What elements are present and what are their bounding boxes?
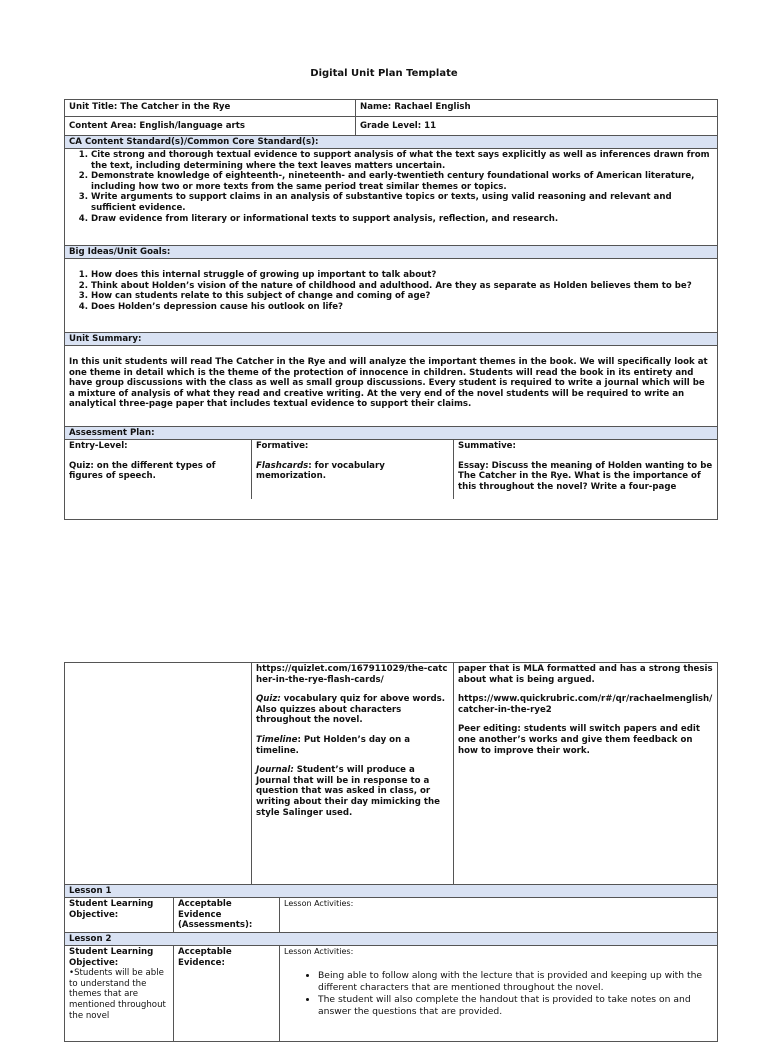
lesson2-activity-list [284,970,713,1018]
content-area: Content Area: English/language arts [69,121,245,131]
big-ideas-header: Big Ideas/Unit Goals: [65,246,717,259]
standard-item: 2. Demonstrate knowledge of eighteenth-, nineteenth- and early-twentieth century foundational works of American literature, including how two or more texts from the same period treat similar themes or topics. [91,171,717,192]
entry-level-continued [65,663,251,884]
goal-item: 3. How can students relate to this subject of change and coming of age? [91,291,717,302]
quiz-desc: vocabulary quiz for above words. Also quizzes about characters throughout the novel. [256,694,446,726]
assessment-header: Assessment Plan: [65,427,717,440]
summative-cell [453,440,717,499]
document-title: Digital Unit Plan Template [310,68,458,79]
timeline-desc: : Put Holden’s day on a timeline. [256,734,410,756]
lesson2-objective-item: •Students will be able to understand the themes that are mentioned throughout the novel [69,968,166,1021]
lesson1-evidence: Acceptable Evidence (Assessments): [173,898,279,932]
teacher-name: Name: Rachael English [355,100,717,116]
lesson2-header: Lesson 2 [65,933,717,946]
summative-continued-text: paper that is MLA formatted and has a strong thesis about what is being argued. [458,664,713,685]
summative-continued [453,663,717,884]
summative-label: Summative: [458,441,516,451]
grade-level: Grade Level: 11 [355,117,717,135]
standard-item: 4. Draw evidence from literary or informational texts to support analysis, reflection, and research. [91,214,717,225]
lesson2-evidence: Acceptable Evidence: [173,946,279,1041]
unit-plan-table-page2 [64,662,718,1042]
big-ideas-body [65,259,717,333]
standard-item: 1. Cite strong and thorough textual evidence to support analysis of what the text says explicitly as well as inferences drawn from the text, including determining where the text leaves matters uncertain. [91,150,717,171]
goal-item: 1. How does this internal struggle of growing up important to talk about? [91,270,717,281]
lesson2-objective-cell [65,946,173,1041]
formative-label: Formative: [256,441,309,451]
lesson1-body [65,898,717,933]
lesson1-header: Lesson 1 [65,885,717,898]
lesson2-body [65,946,717,1041]
standards-body [65,149,717,246]
assessment-continued [65,663,717,885]
lesson2-activities: Lesson Activities: [284,947,354,956]
formative-continued [251,663,453,884]
quiz-item [256,694,449,726]
summary-header: Unit Summary: [65,333,717,346]
entry-level-cell [65,440,251,499]
entry-level-text: Quiz: on the different types of figures of speech. [69,460,216,482]
journal-desc: Student’s will produce a Journal that will be in response to a question that was asked in class, or writing about their day mimicking the style Salinger used. [256,765,440,818]
lesson1-objective: Student Learning Objective: [69,899,154,920]
standard-item: 3. Write arguments to support claims in an analysis of substantive topics or texts, using valid reasoning and relevant and sufficient evidence. [91,192,717,213]
unit-plan-table-page1 [64,99,718,520]
goal-item: 2. Think about Holden’s vision of the nature of childhood and adulthood. Are they as separate as Holden believes them to be? [91,281,717,292]
content-area-row [65,117,717,136]
activity-item: • The student will also complete the handout that is provided to take notes on and answer the questions that are provided. [318,994,713,1018]
flashcards-desc: : for vocabulary memorization. [256,460,385,482]
standards-list [65,150,717,224]
journal-item [256,765,449,818]
lesson1-activities: Lesson Activities: [279,898,717,932]
lesson2-activities-cell [279,946,717,1041]
unit-title-row [65,100,717,117]
flashcards-label: Flashcards [256,460,309,471]
quizlet-link[interactable]: https://quizlet.com/167911029/the-catcher-in-the-rye-flash-cards/ [256,664,448,685]
journal-label: Journal: [256,765,294,776]
timeline-label: Timeline [256,734,298,745]
rubric-link[interactable]: https://www.quickrubric.com/r#/qr/rachaelmenglish/catcher-in-the-rye2 [458,694,713,715]
summary-body [65,346,717,427]
unit-title: Unit Title: The Catcher in the Rye [69,102,231,112]
summary-text: In this unit students will read The Catcher in the Rye and will analyze the important themes in the book. We will specifically look at one theme in detail which is the theme of the protection of innocence in children. Students will read the book in its entirety and have group discussions with the class as well as small group discussions. Every student is required to write a journal which will be a mixture of analysis of what they read and creative writing. At the very end of the novel students will be required to write an analytical three-page paper that includes textual evidence to support their claims. [69,357,708,410]
quiz-label: Quiz: [256,694,281,705]
assessment-body [65,440,717,499]
standards-header: CA Content Standard(s)/Common Core Standard(s): [65,136,717,149]
peer-editing-text: Peer editing: students will switch papers and edit one another’s works and give them feedback on how to improve their work. [458,724,700,756]
summative-text: Essay: Discuss the meaning of Holden wanting to be The Catcher in the Rye. What is the importance of this throughout the novel? Write a four-page [458,460,713,492]
entry-level-label: Entry-Level: [69,441,128,451]
goal-item: 4. Does Holden’s depression cause his outlook on life? [91,302,717,313]
timeline-item [256,735,449,756]
lesson2-objective: Student Learning Objective: [69,947,154,968]
formative-cell [251,440,453,499]
activity-item: • Being able to follow along with the lecture that is provided and keeping up with the different characters that are mentioned throughout the novel. [318,970,713,994]
formative-text [256,461,449,482]
big-ideas-list [65,270,717,312]
